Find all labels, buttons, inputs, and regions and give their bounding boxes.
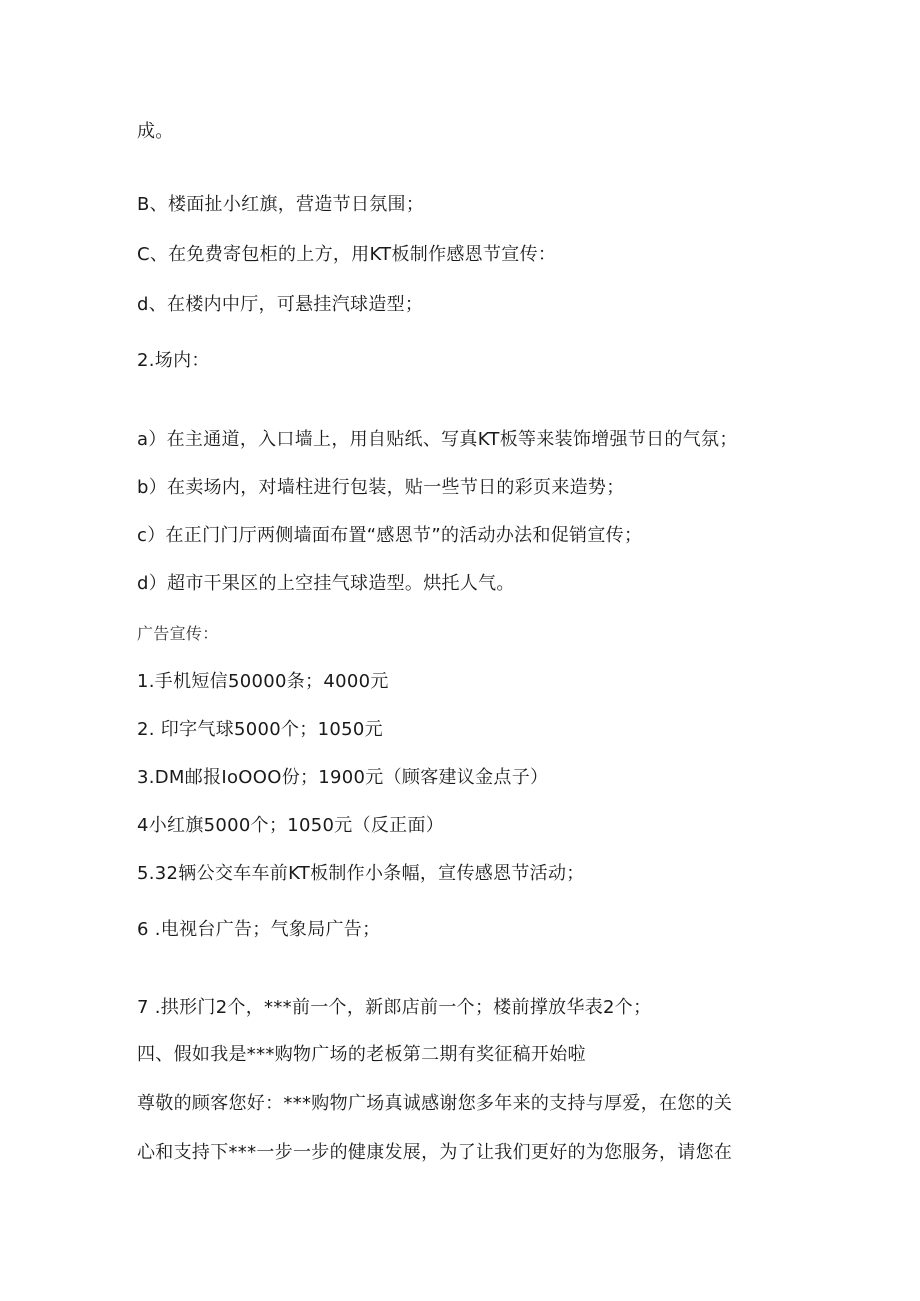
list-item: 4小红旗5000个；1050元（反正面） — [137, 815, 445, 836]
text-line: c）在正门门厅两侧墙面布置“感恩节”的活动办法和促销宣传； — [137, 525, 643, 546]
text-line: d、在楼内中厅，可悬挂汽球造型； — [137, 294, 424, 315]
paragraph-line: 心和支持下***一步一步的健康发展，为了让我们更好的为您服务，请您在 — [137, 1142, 733, 1163]
list-item: 1.手机短信50000条；4000元 — [137, 671, 389, 692]
text-line: b）在卖场内，对墙柱进行包装，贴一些节日的彩页来造势； — [137, 477, 625, 498]
text-line: B、楼面扯小红旗，营造节日氛围； — [137, 194, 425, 215]
list-item: 6 .电视台广告；气象局广告； — [137, 919, 381, 940]
section-heading: 2.场内： — [137, 350, 210, 371]
list-item: 2. 印字气球5000个；1050元 — [137, 719, 383, 740]
section-heading: 广告宣传： — [137, 624, 219, 643]
text-line: C、在免费寄包柜的上方，用KT板制作感恩节宣传： — [137, 244, 557, 265]
list-item: 7 .拱形门2个，***前一个，新郎店前一个；楼前撑放华表2个； — [137, 997, 652, 1018]
section-heading: 四、假如我是***购物广场的老板第二期有奖征稿开始啦 — [137, 1044, 586, 1065]
text-line: 成。 — [137, 121, 174, 142]
text-line: a）在主通道，入口墙上，用自贴纸、写真KT板等来装饰增强节日的气氛； — [137, 429, 738, 450]
paragraph-line: 尊敬的顾客您好：***购物广场真诚感谢您多年来的支持与厚爱，在您的关 — [137, 1093, 733, 1114]
list-item: 5.32辆公交车车前KT板制作小条幅，宣传感恩节活动； — [137, 863, 585, 884]
list-item: 3.DM邮报IoOOO份；1900元（顾客建议金点子） — [137, 767, 549, 788]
text-line: d）超市干果区的上空挂气球造型。烘托人气。 — [137, 573, 515, 594]
